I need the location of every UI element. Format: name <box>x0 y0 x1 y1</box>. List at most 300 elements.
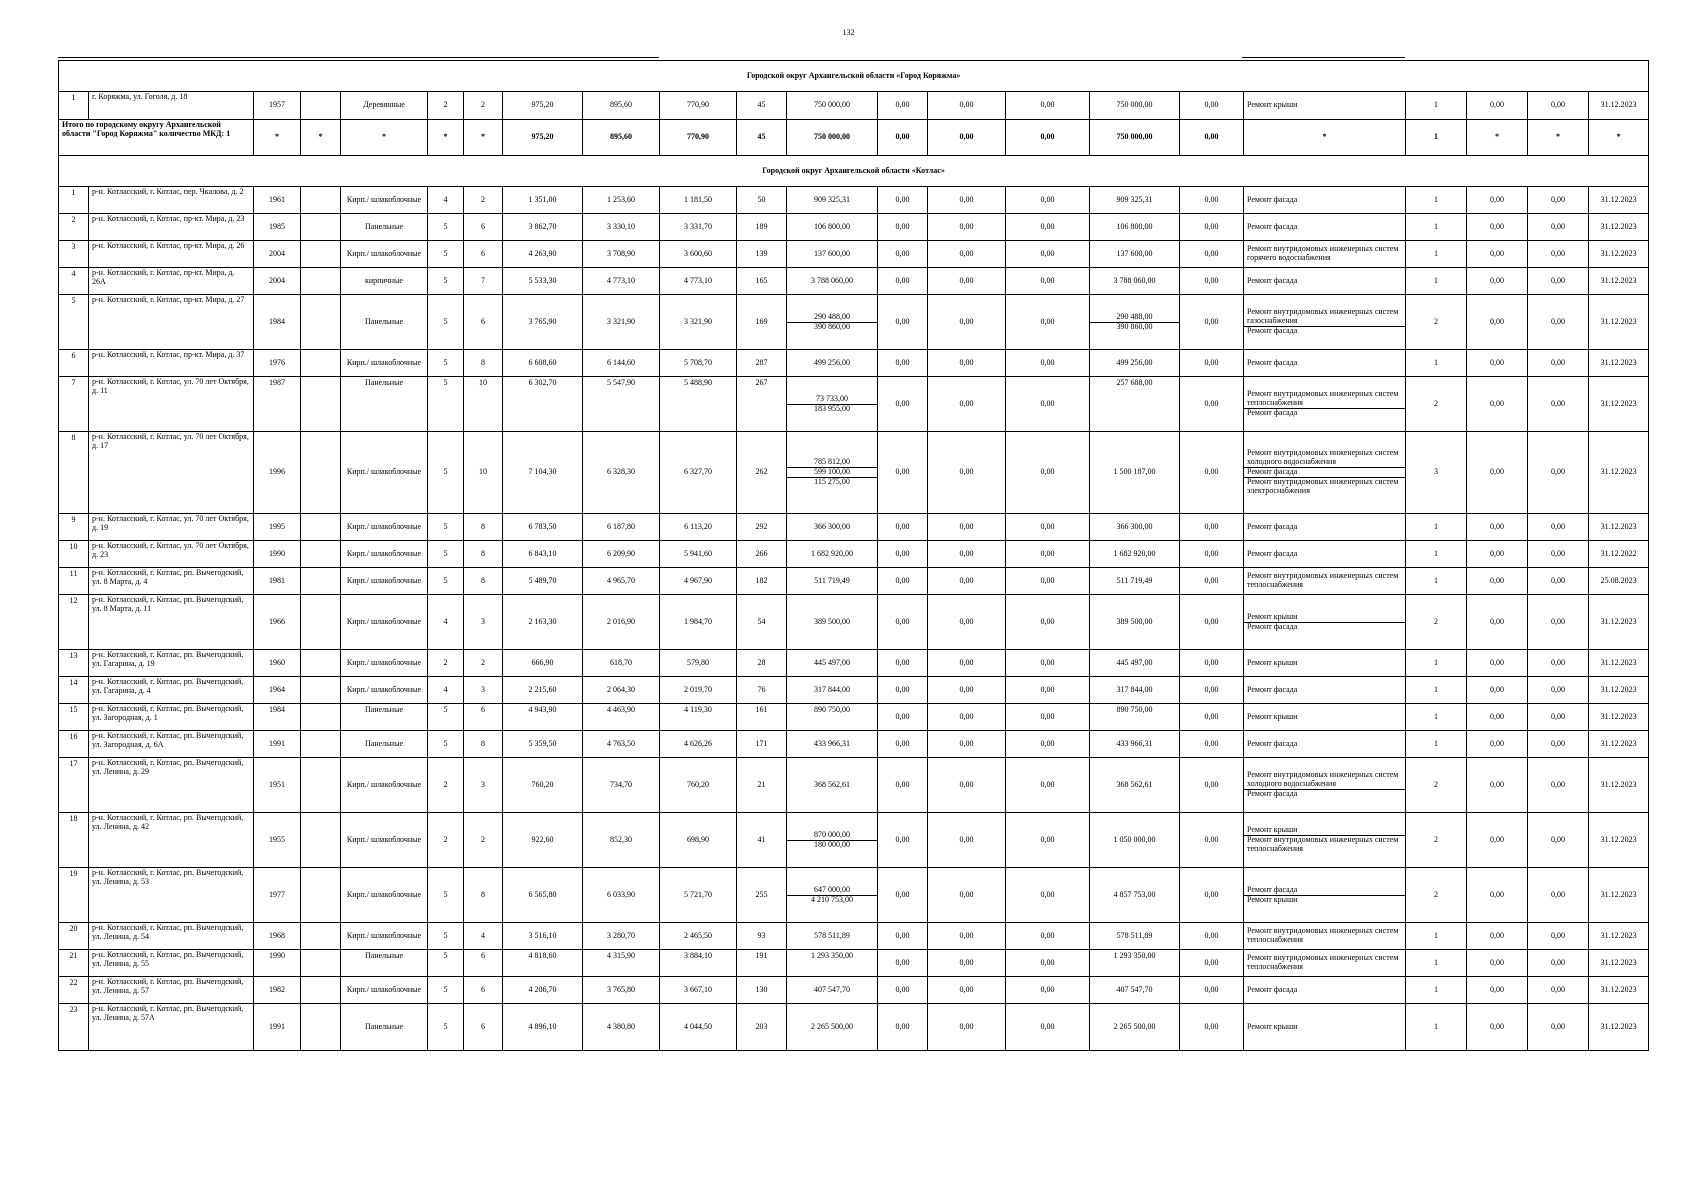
c3-cell: 0,00 <box>1006 541 1090 568</box>
total-c2: 0,00 <box>928 120 1006 156</box>
c6-cell: 0,00 <box>1467 868 1528 923</box>
c6-cell: 0,00 <box>1467 758 1528 813</box>
col4-cell <box>301 377 341 432</box>
c1-cell: 0,00 <box>878 677 928 704</box>
total-area-cell: 7 104,30 <box>503 432 583 514</box>
total-cost-cell: 106 800,00 <box>1090 214 1180 241</box>
entr-cell: 8 <box>464 568 503 595</box>
area-all-cell: 4 380,80 <box>583 1004 660 1051</box>
total-area-cell: 4 818,60 <box>503 950 583 977</box>
works-cell: Ремонт фасада <box>1244 731 1406 758</box>
table-row <box>59 432 1649 514</box>
table-row <box>59 704 1649 731</box>
total-cost-cell: 1 682 920,00 <box>1090 541 1180 568</box>
wall-cell: Кирп./ шлакоблочные <box>341 677 428 704</box>
area-all-cell: 3 330,10 <box>583 214 660 241</box>
c1-cell: 0,00 <box>878 704 928 731</box>
total-date: * <box>1589 120 1649 156</box>
date-cell: 31.12.2023 <box>1589 92 1649 120</box>
total-area-cell: 4 896,10 <box>503 1004 583 1051</box>
total-c7: * <box>1528 120 1589 156</box>
units-cell: 1 <box>1406 704 1467 731</box>
c1-cell: 0,00 <box>878 541 928 568</box>
wall-cell: Деревянные <box>341 92 428 120</box>
c1-cell: 0,00 <box>878 731 928 758</box>
c7-cell: 0,00 <box>1528 214 1589 241</box>
year-cell: 1987 <box>254 377 301 432</box>
wall-cell: Кирп./ шлакоблочные <box>341 541 428 568</box>
c7-cell: 0,00 <box>1528 187 1589 214</box>
area-all-cell: 4 965,70 <box>583 568 660 595</box>
table-row <box>59 923 1649 950</box>
total-cost-cell-part: 290 488,00 <box>1116 311 1153 321</box>
floors-cell: 5 <box>428 350 464 377</box>
c2-cell: 0,00 <box>928 568 1006 595</box>
c7-cell: 0,00 <box>1528 977 1589 1004</box>
row-number: 13 <box>59 650 89 677</box>
date-cell: 31.12.2023 <box>1589 514 1649 541</box>
c6-cell: 0,00 <box>1467 923 1528 950</box>
c1-cell: 0,00 <box>878 187 928 214</box>
c3-cell: 0,00 <box>1006 813 1090 868</box>
entr-cell: 2 <box>464 92 503 120</box>
total-area-cell: 5 359,50 <box>503 731 583 758</box>
area-all-cell: 1 253,60 <box>583 187 660 214</box>
units-cell: 1 <box>1406 923 1467 950</box>
year-cell: 2004 <box>254 241 301 268</box>
people-cell: 21 <box>737 758 787 813</box>
total-cost-cell: 407 547,70 <box>1090 977 1180 1004</box>
area-all-cell: 3 765,80 <box>583 977 660 1004</box>
area-res-cell: 6 113,20 <box>660 514 737 541</box>
col4-cell <box>301 514 341 541</box>
c2-cell: 0,00 <box>928 295 1006 350</box>
year-cell: 1957 <box>254 92 301 120</box>
total-c4: 750 000,00 <box>1090 120 1180 156</box>
works-cell-part: Ремонт фасада <box>1247 884 1298 894</box>
wall-cell: Кирп./ шлакоблочные <box>341 650 428 677</box>
c2-cell: 0,00 <box>928 677 1006 704</box>
row-number: 2 <box>59 214 89 241</box>
total-total-area: 975,20 <box>503 120 583 156</box>
people-cell: 130 <box>737 977 787 1004</box>
row-number: 4 <box>59 268 89 295</box>
date-cell: 31.12.2023 <box>1589 268 1649 295</box>
c1-cell: 0,00 <box>878 595 928 650</box>
area-all-cell: 4 315,90 <box>583 950 660 977</box>
total-units: 1 <box>1406 120 1467 156</box>
works-cell: Ремонт внутридомовых инженерных систем теплоснабжения <box>1244 923 1406 950</box>
area-res-cell: 4 773,10 <box>660 268 737 295</box>
address-cell: р-н. Котласский, г. Котлас, пр-кт. Мира, д. 23 <box>89 214 254 241</box>
cost-cell: 1 293 350,00 <box>787 950 878 977</box>
floors-cell: 5 <box>428 541 464 568</box>
year-cell: 1951 <box>254 758 301 813</box>
c5-cell: 0,00 <box>1180 214 1244 241</box>
total-c6: * <box>1467 120 1528 156</box>
total-cost-cell-part: 390 860,00 <box>1090 322 1179 332</box>
total-area-cell: 666,90 <box>503 650 583 677</box>
wall-cell: Кирп./ шлакоблочные <box>341 241 428 268</box>
total-area-cell: 5 533,30 <box>503 268 583 295</box>
c6-cell: 0,00 <box>1467 568 1528 595</box>
row-number: 11 <box>59 568 89 595</box>
year-cell: 1955 <box>254 813 301 868</box>
works-cell: Ремонт фасада <box>1244 514 1406 541</box>
address-cell: р-н. Котласский, г. Котлас, пр-кт. Мира, д. 27 <box>89 295 254 350</box>
floors-cell: 5 <box>428 977 464 1004</box>
page-number: 132 <box>842 28 855 37</box>
area-all-cell: 2 064,30 <box>583 677 660 704</box>
total-label: Итого по городскому округу Архангельской области "Город Коряжма" количество МКД: 1 <box>59 120 254 156</box>
wall-cell: Панельные <box>341 214 428 241</box>
wall-cell: Панельные <box>341 950 428 977</box>
table-row <box>59 92 1649 120</box>
address-cell: р-н. Котласский, г. Котлас, рп. Вычегодский, ул. Гагарина, д. 19 <box>89 650 254 677</box>
area-all-cell: 618,70 <box>583 650 660 677</box>
works-cell <box>1244 295 1406 350</box>
date-cell: 31.12.2023 <box>1589 868 1649 923</box>
c3-cell: 0,00 <box>1006 350 1090 377</box>
date-cell: 31.12.2023 <box>1589 758 1649 813</box>
area-all-cell: 3 280,70 <box>583 923 660 950</box>
table-row <box>59 813 1649 868</box>
table-row <box>59 950 1649 977</box>
cost-cell: 2 265 500,00 <box>787 1004 878 1051</box>
row-number: 17 <box>59 758 89 813</box>
floors-cell: 5 <box>428 295 464 350</box>
area-res-cell: 1 181,50 <box>660 187 737 214</box>
table-row <box>59 541 1649 568</box>
entr-cell: 6 <box>464 950 503 977</box>
people-cell: 266 <box>737 541 787 568</box>
c6-cell: 0,00 <box>1467 350 1528 377</box>
address-cell: г. Коряжма, ул. Гоголя, д. 18 <box>89 92 254 120</box>
units-cell: 3 <box>1406 432 1467 514</box>
works-cell: Ремонт фасада <box>1244 214 1406 241</box>
area-res-cell: 4 119,30 <box>660 704 737 731</box>
table-row <box>59 977 1649 1004</box>
c1-cell: 0,00 <box>878 350 928 377</box>
c3-cell: 0,00 <box>1006 977 1090 1004</box>
c1-cell: 0,00 <box>878 432 928 514</box>
date-cell: 31.12.2023 <box>1589 1004 1649 1051</box>
people-cell: 54 <box>737 595 787 650</box>
total-area-cell: 3 516,10 <box>503 923 583 950</box>
area-res-cell: 5 488,90 <box>660 377 737 432</box>
col4-cell <box>301 977 341 1004</box>
floors-cell: 5 <box>428 923 464 950</box>
c7-cell: 0,00 <box>1528 704 1589 731</box>
floors-cell: 2 <box>428 758 464 813</box>
total-row <box>59 120 1649 156</box>
total-works: * <box>1244 120 1406 156</box>
wall-cell: Кирп./ шлакоблочные <box>341 923 428 950</box>
works-cell: Ремонт внутридомовых инженерных систем горячего водоснабжения <box>1244 241 1406 268</box>
wall-cell: Кирп./ шлакоблочные <box>341 432 428 514</box>
cost-cell: 366 300,00 <box>787 514 878 541</box>
col4-cell <box>301 92 341 120</box>
c2-cell: 0,00 <box>928 241 1006 268</box>
total-cost-cell: 317 844,00 <box>1090 677 1180 704</box>
total-cost-cell <box>1090 295 1180 350</box>
works-cell: Ремонт крыши <box>1244 1004 1406 1051</box>
c1-cell: 0,00 <box>878 977 928 1004</box>
cost-cell: 137 600,00 <box>787 241 878 268</box>
people-cell: 262 <box>737 432 787 514</box>
c5-cell: 0,00 <box>1180 923 1244 950</box>
date-cell: 31.12.2023 <box>1589 731 1649 758</box>
section-title: Городской округ Архангельской области «Город Коряжма» <box>59 61 1649 92</box>
people-cell: 76 <box>737 677 787 704</box>
total-cost-cell: 368 562,61 <box>1090 758 1180 813</box>
units-cell: 1 <box>1406 214 1467 241</box>
works-cell <box>1244 758 1406 813</box>
wall-cell: Панельные <box>341 295 428 350</box>
people-cell: 255 <box>737 868 787 923</box>
area-res-cell: 2 465,50 <box>660 923 737 950</box>
c3-cell: 0,00 <box>1006 514 1090 541</box>
address-cell: р-н. Котласский, г. Котлас, рп. Вычегодский, ул. Загородная, д. 1 <box>89 704 254 731</box>
row-number: 15 <box>59 704 89 731</box>
c6-cell: 0,00 <box>1467 432 1528 514</box>
c5-cell: 0,00 <box>1180 731 1244 758</box>
works-cell: Ремонт фасада <box>1244 677 1406 704</box>
works-cell-part: Ремонт внутридомовых инженерных систем газоснабжения <box>1247 307 1399 326</box>
c5-cell: 0,00 <box>1180 350 1244 377</box>
cost-cell-part: 4 210 753,00 <box>787 895 877 905</box>
works-cell: Ремонт внутридомовых инженерных систем теплоснабжения <box>1244 950 1406 977</box>
total-c1: 0,00 <box>878 120 928 156</box>
address-cell: р-н. Котласский, г. Котлас, рп. Вычегодский, ул. Ленина, д. 42 <box>89 813 254 868</box>
total-col4: * <box>301 120 341 156</box>
c6-cell: 0,00 <box>1467 1004 1528 1051</box>
year-cell: 1995 <box>254 514 301 541</box>
area-res-cell: 760,20 <box>660 758 737 813</box>
c3-cell: 0,00 <box>1006 704 1090 731</box>
total-area-cell: 6 843,10 <box>503 541 583 568</box>
address-cell: р-н. Котласский, г. Котлас, рп. Вычегодский, ул. 8 Марта, д. 11 <box>89 595 254 650</box>
works-cell-part: Ремонт внутридомовых инженерных систем теплоснабжения <box>1247 389 1399 408</box>
row-number: 22 <box>59 977 89 1004</box>
col4-cell <box>301 568 341 595</box>
total-area-cell: 760,20 <box>503 758 583 813</box>
register-body <box>59 61 1649 1051</box>
col4-cell <box>301 350 341 377</box>
table-row <box>59 595 1649 650</box>
c3-cell: 0,00 <box>1006 432 1090 514</box>
works-cell <box>1244 432 1406 514</box>
works-cell: Ремонт крыши <box>1244 650 1406 677</box>
works-cell <box>1244 813 1406 868</box>
cost-cell: 445 497,00 <box>787 650 878 677</box>
c1-cell: 0,00 <box>878 377 928 432</box>
units-cell: 1 <box>1406 350 1467 377</box>
total-c5: 0,00 <box>1180 120 1244 156</box>
date-cell: 31.12.2023 <box>1589 595 1649 650</box>
date-cell: 31.12.2023 <box>1589 350 1649 377</box>
section-title: Городской округ Архангельской области «Котлас» <box>59 156 1649 187</box>
col4-cell <box>301 595 341 650</box>
c7-cell: 0,00 <box>1528 813 1589 868</box>
cost-cell-part: 183 955,00 <box>787 404 877 414</box>
c7-cell: 0,00 <box>1528 241 1589 268</box>
total-cost-cell: 3 788 060,00 <box>1090 268 1180 295</box>
people-cell: 41 <box>737 813 787 868</box>
wall-cell: Кирп./ шлакоблочные <box>341 868 428 923</box>
c3-cell: 0,00 <box>1006 187 1090 214</box>
total-area-res: 770,90 <box>660 120 737 156</box>
row-number: 10 <box>59 541 89 568</box>
date-cell: 31.12.2023 <box>1589 432 1649 514</box>
c7-cell: 0,00 <box>1528 541 1589 568</box>
total-area-cell: 6 783,50 <box>503 514 583 541</box>
c2-cell: 0,00 <box>928 214 1006 241</box>
floors-cell: 5 <box>428 432 464 514</box>
total-area-cell: 4 206,70 <box>503 977 583 1004</box>
row-number: 14 <box>59 677 89 704</box>
address-cell: р-н. Котласский, г. Котлас, рп. Вычегодский, ул. Ленина, д. 53 <box>89 868 254 923</box>
c7-cell: 0,00 <box>1528 950 1589 977</box>
c5-cell: 0,00 <box>1180 514 1244 541</box>
works-cell: Ремонт внутридомовых инженерных систем теплоснабжения <box>1244 568 1406 595</box>
c2-cell: 0,00 <box>928 268 1006 295</box>
c6-cell: 0,00 <box>1467 187 1528 214</box>
address-cell: р-н. Котласский, г. Котлас, пер. Чкалова, д. 2 <box>89 187 254 214</box>
col4-cell <box>301 241 341 268</box>
c3-cell: 0,00 <box>1006 868 1090 923</box>
total-area-cell: 975,20 <box>503 92 583 120</box>
works-cell-part: Ремонт крыши <box>1247 825 1298 835</box>
entr-cell: 2 <box>464 650 503 677</box>
wall-cell: Кирп./ шлакоблочные <box>341 758 428 813</box>
c6-cell: 0,00 <box>1467 541 1528 568</box>
address-cell: р-н. Котласский, г. Котлас, рп. Вычегодский, ул. Ленина, д. 57 <box>89 977 254 1004</box>
year-cell: 1977 <box>254 868 301 923</box>
floors-cell: 5 <box>428 241 464 268</box>
c5-cell: 0,00 <box>1180 1004 1244 1051</box>
area-all-cell: 3 321,90 <box>583 295 660 350</box>
row-number: 12 <box>59 595 89 650</box>
c7-cell: 0,00 <box>1528 92 1589 120</box>
table-row <box>59 1004 1649 1051</box>
c3-cell: 0,00 <box>1006 950 1090 977</box>
c3-cell: 0,00 <box>1006 677 1090 704</box>
year-cell: 1984 <box>254 295 301 350</box>
area-res-cell: 770,90 <box>660 92 737 120</box>
entr-cell: 6 <box>464 214 503 241</box>
col4-cell <box>301 268 341 295</box>
people-cell: 93 <box>737 923 787 950</box>
c7-cell: 0,00 <box>1528 595 1589 650</box>
year-cell: 1984 <box>254 704 301 731</box>
works-cell-part: Ремонт внутридомовых инженерных систем холодного водоснабжения <box>1247 448 1399 467</box>
cost-cell: 1 682 920,00 <box>787 541 878 568</box>
total-cost: 750 000,00 <box>787 120 878 156</box>
section-header-row <box>59 61 1649 92</box>
c3-cell: 0,00 <box>1006 1004 1090 1051</box>
floors-cell: 5 <box>428 214 464 241</box>
total-area-cell: 2 215,60 <box>503 677 583 704</box>
area-res-cell: 3 667,10 <box>660 977 737 1004</box>
units-cell: 2 <box>1406 295 1467 350</box>
c7-cell: 0,00 <box>1528 568 1589 595</box>
people-cell: 182 <box>737 568 787 595</box>
cost-cell-part: 73 733,00 <box>816 393 848 403</box>
year-cell: 1982 <box>254 977 301 1004</box>
area-all-cell: 734,70 <box>583 758 660 813</box>
works-cell <box>1244 595 1406 650</box>
cost-cell: 317 844,00 <box>787 677 878 704</box>
header-rule-right <box>1242 57 1405 58</box>
works-cell-part: Ремонт фасада <box>1244 326 1405 336</box>
c6-cell: 0,00 <box>1467 650 1528 677</box>
year-cell: 1966 <box>254 595 301 650</box>
c7-cell: 0,00 <box>1528 295 1589 350</box>
c3-cell: 0,00 <box>1006 650 1090 677</box>
entr-cell: 2 <box>464 187 503 214</box>
cost-cell <box>787 295 878 350</box>
c2-cell: 0,00 <box>928 950 1006 977</box>
works-cell <box>1244 868 1406 923</box>
area-res-cell: 4 626,26 <box>660 731 737 758</box>
works-cell-part: Ремонт фасада <box>1244 467 1405 477</box>
works-cell-part: Ремонт внутридомовых инженерных систем теплоснабжения <box>1244 835 1405 854</box>
entr-cell: 3 <box>464 677 503 704</box>
total-cost-cell: 890 750,00 <box>1090 704 1180 731</box>
table-row <box>59 350 1649 377</box>
units-cell: 1 <box>1406 977 1467 1004</box>
units-cell: 1 <box>1406 677 1467 704</box>
area-res-cell: 3 884,10 <box>660 950 737 977</box>
total-cost-cell: 433 966,31 <box>1090 731 1180 758</box>
area-res-cell: 5 941,60 <box>660 541 737 568</box>
year-cell: 1968 <box>254 923 301 950</box>
address-cell: р-н. Котласский, г. Котлас, ул. 70 лет Октября, д. 17 <box>89 432 254 514</box>
total-cost-cell: 499 256,00 <box>1090 350 1180 377</box>
works-cell: Ремонт крыши <box>1244 92 1406 120</box>
c7-cell: 0,00 <box>1528 268 1589 295</box>
area-all-cell: 4 773,10 <box>583 268 660 295</box>
c1-cell: 0,00 <box>878 295 928 350</box>
row-number: 8 <box>59 432 89 514</box>
c6-cell: 0,00 <box>1467 514 1528 541</box>
floors-cell: 5 <box>428 377 464 432</box>
table-row <box>59 677 1649 704</box>
units-cell: 1 <box>1406 514 1467 541</box>
c7-cell: 0,00 <box>1528 677 1589 704</box>
people-cell: 139 <box>737 241 787 268</box>
table-row <box>59 758 1649 813</box>
total-area-cell: 6 608,60 <box>503 350 583 377</box>
total-cost-cell: 445 497,00 <box>1090 650 1180 677</box>
entr-cell: 3 <box>464 758 503 813</box>
address-cell: р-н. Котласский, г. Котлас, рп. Вычегодский, ул. Ленина, д. 57А <box>89 1004 254 1051</box>
c2-cell: 0,00 <box>928 377 1006 432</box>
total-area-cell: 4 943,90 <box>503 704 583 731</box>
area-res-cell: 579,80 <box>660 650 737 677</box>
table-row <box>59 568 1649 595</box>
date-cell: 31.12.2023 <box>1589 813 1649 868</box>
people-cell: 165 <box>737 268 787 295</box>
area-res-cell: 5 721,70 <box>660 868 737 923</box>
units-cell: 2 <box>1406 595 1467 650</box>
entr-cell: 10 <box>464 377 503 432</box>
header-rule-left <box>58 57 659 58</box>
entr-cell: 8 <box>464 731 503 758</box>
c1-cell: 0,00 <box>878 813 928 868</box>
cost-cell: 106 800,00 <box>787 214 878 241</box>
